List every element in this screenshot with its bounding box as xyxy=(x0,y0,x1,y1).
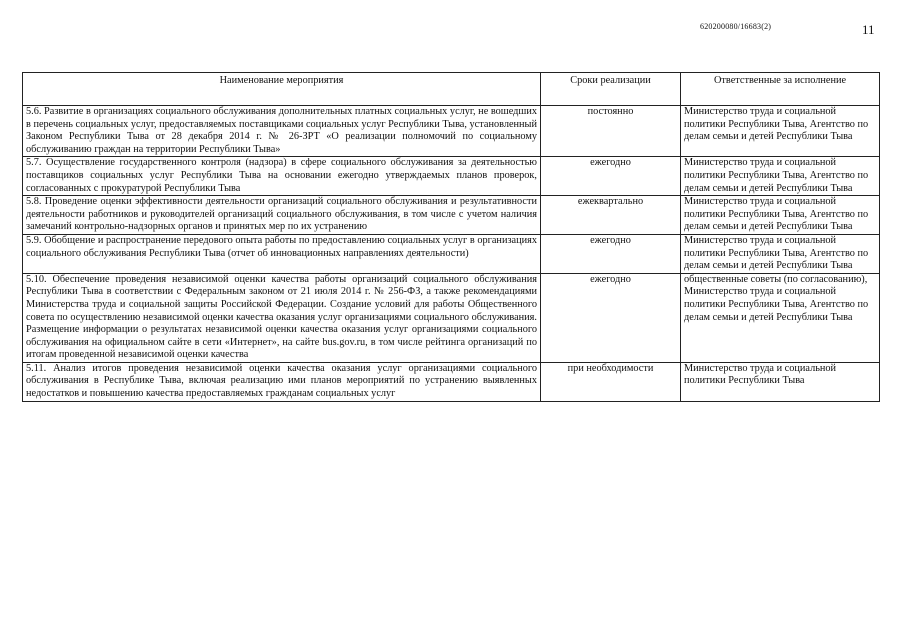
responsible-cell: Министерство труда и социальной политики Республики Тыва, Агентство по делам семьи и детей Республики Тыва xyxy=(681,234,880,273)
document-number: 620200080/16683(2) xyxy=(700,22,772,31)
responsible-cell: общественные советы (по согласованию), Министерство труда и социальной политики Республики Тыва, Агентство по делам семьи и детей Республики Тыва xyxy=(681,273,880,362)
measure-cell: 5.10. Обеспечение проведения независимой оценки качества работы организаций социального обслуживания Республики Тыва в соответствии с Федеральным законом от 21 июля 2014 г. № 256-ФЗ, а также рекомендациями Министерства труда и социальной защиты Российской Федерации. Создание условий для работы Общественного совета по осуществлению независимой оценки качества оказания услуг организациями социального обслуживания. Размещение информации о результатах независимой оценки качества оказания услуг организациями социального обслуживания на официальном сайте в сети «Интернет», на сайте bus.gov.ru, в том числе рейтинга организаций по итогам проведенной независимой оценки качества xyxy=(23,273,541,362)
column-header-responsible: Ответственные за исполнение xyxy=(681,73,880,106)
table-row xyxy=(23,106,880,157)
table-header-row xyxy=(23,73,880,106)
table-row xyxy=(23,273,880,362)
page-number: 11 xyxy=(862,22,875,37)
table-row xyxy=(23,234,880,273)
term-cell: ежегодно xyxy=(541,234,681,273)
measure-cell: 5.7. Осуществление государственного контроля (надзора) в сфере социального обслуживания за деятельностью поставщиков социальных услуг Республики Тыва на основании ежегодно утверждаемых планов проверок, согласованных с прокуратурой Республики Тыва xyxy=(23,157,541,196)
measure-cell: 5.8. Проведение оценки эффективности деятельности организаций социального обслуживания и результативности деятельности работников и руководителей организаций социального обслуживания, в том числе с учетом наличия замечаний контрольно-надзорных органов и принятых мер по их устранению xyxy=(23,196,541,235)
column-header-measure: Наименование мероприятия xyxy=(23,73,541,106)
term-cell: при необходимости xyxy=(541,362,681,401)
measure-cell: 5.9. Обобщение и распространение передового опыта работы по предоставлению социальных услуг в организациях социального обслуживания Республики Тыва (отчет об инновационных направлениях деятельности) xyxy=(23,234,541,273)
table-row xyxy=(23,157,880,196)
term-cell: ежеквартально xyxy=(541,196,681,235)
column-header-term: Сроки реализации xyxy=(541,73,681,106)
table-row xyxy=(23,362,880,401)
responsible-cell: Министерство труда и социальной политики Республики Тыва, Агентство по делам семьи и детей Республики Тыва xyxy=(681,157,880,196)
measure-cell: 5.6. Развитие в организациях социального обслуживания дополнительных платных социальных услуг, не вошедших в перечень социальных услуг, предоставляемых поставщиками социальных услуг Республики Тыва, установленный Законом Республики Тыва от 28 декабря 2014 г. № 26-ЗРТ «О реализации полномочий по социальному обслуживанию граждан на территории Республики Тыва» xyxy=(23,106,541,157)
responsible-cell: Министерство труда и социальной политики Республики Тыва xyxy=(681,362,880,401)
measures-table xyxy=(22,72,880,402)
table-row xyxy=(23,196,880,235)
measure-cell: 5.11. Анализ итогов проведения независимой оценки качества оказания услуг организациями социального обслуживания в Республике Тыва, включая реализацию ими планов мероприятий по устранению выявленных недостатков и повышению качества предоставляемых гражданам социальных услуг xyxy=(23,362,541,401)
term-cell: ежегодно xyxy=(541,157,681,196)
term-cell: постоянно xyxy=(541,106,681,157)
responsible-cell: Министерство труда и социальной политики Республики Тыва, Агентство по делам семьи и детей Республики Тыва xyxy=(681,106,880,157)
responsible-cell: Министерство труда и социальной политики Республики Тыва, Агентство по делам семьи и детей Республики Тыва xyxy=(681,196,880,235)
term-cell: ежегодно xyxy=(541,273,681,362)
